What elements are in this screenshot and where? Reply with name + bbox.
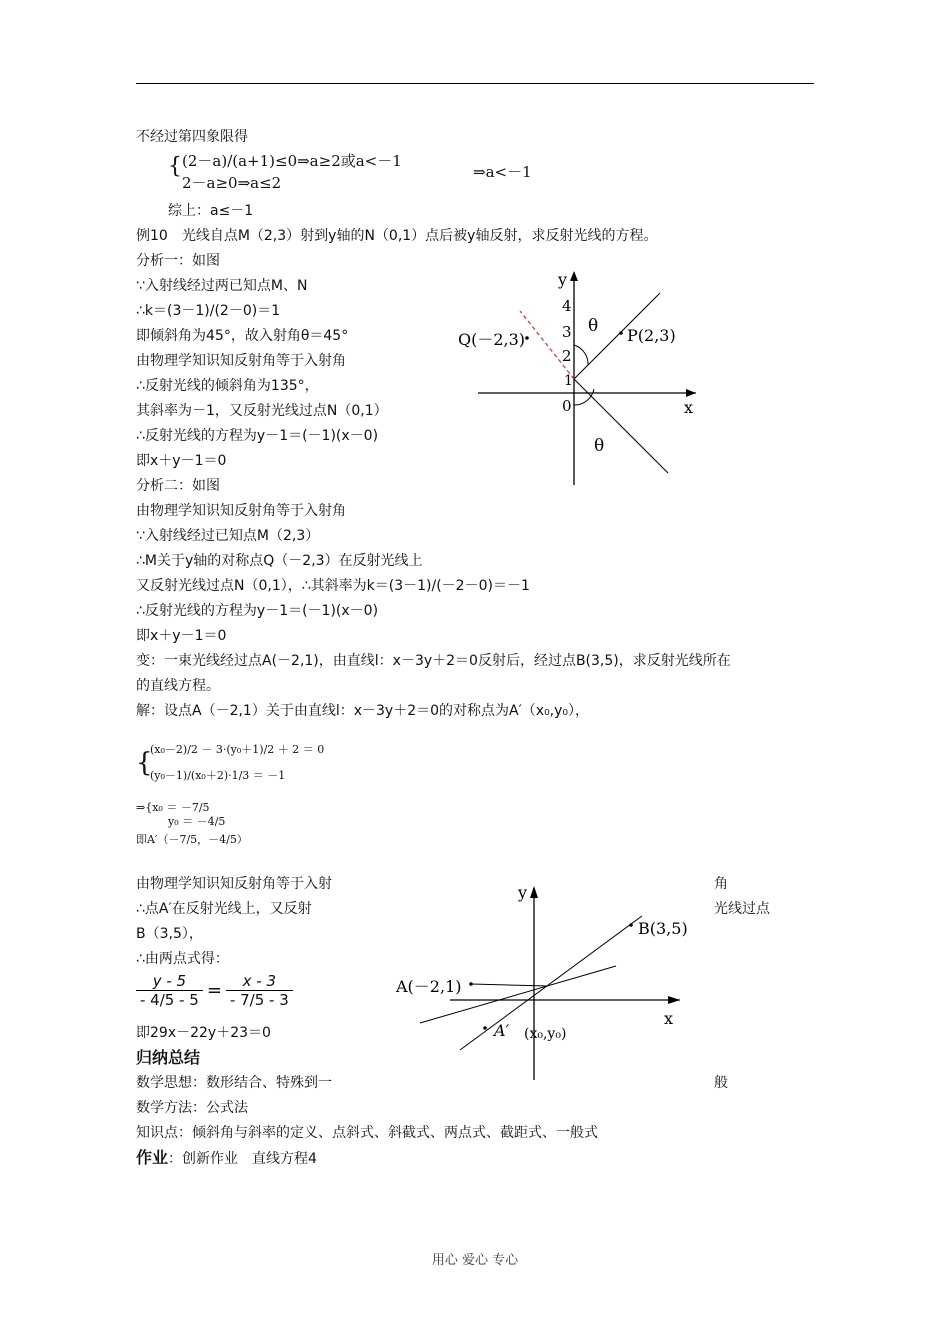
- point-q: [525, 336, 529, 340]
- text-line: ∴由两点式得：: [136, 951, 229, 967]
- label-a-prime: A′: [494, 1021, 510, 1040]
- text-line: 变：一束光线经过点A(－2,1)，由直线l：x－3y＋2＝0反射后，经过点B(3,5)，求反射光线所在: [136, 653, 731, 669]
- label-q: Q(－2,3): [458, 330, 526, 349]
- angle-arc-lower: [574, 389, 594, 405]
- text-line: 数学方法：公式法: [136, 1100, 248, 1116]
- brace: {: [136, 748, 153, 778]
- text-line: (2－a)/(a+1)≤0⇒a≥2或a<－1: [182, 152, 402, 170]
- homework-heading: 作业: [136, 1148, 169, 1167]
- origin: 0: [562, 397, 572, 415]
- text-line: (x₀－2)/2 － 3·(y₀＋1)/2 ＋ 2 ＝ 0: [150, 743, 325, 756]
- denominator: - 7/5 - 3: [229, 991, 289, 1009]
- text-line: y₀ ＝ －4/5: [168, 815, 226, 828]
- text-line: 由物理学知识知反射角等于入射角: [136, 503, 346, 519]
- text-line: 般: [714, 1075, 728, 1091]
- tick-3: 3: [562, 323, 572, 341]
- angle-arc-upper: [574, 345, 588, 365]
- section-heading: 归纳总结: [136, 1048, 201, 1067]
- text-line: 知识点：倾斜角与斜率的定义、点斜式、斜截式、两点式、截距式、一般式: [136, 1125, 598, 1141]
- text-line: 分析二：如图: [136, 478, 220, 494]
- figure-reflection-y-axis: [440, 265, 710, 495]
- text-line: 解：设点A（－2,1）关于由直线l：x－3y＋2＝0的对称点为A′（x₀,y₀），: [136, 703, 590, 719]
- label-a: A(－2,1): [396, 977, 462, 996]
- point-a-prime: [483, 1026, 487, 1030]
- text-line: 数学思想：数形结合、特殊到一: [136, 1075, 332, 1091]
- label-p: P(2,3): [627, 326, 676, 345]
- text-line: 即x＋y－1＝0: [136, 453, 227, 469]
- text-line: ∴M关于y轴的对称点Q（－2,3）在反射光线上: [136, 553, 423, 569]
- text-line: 即29x－22y＋23＝0: [136, 1025, 271, 1041]
- header-rule: [136, 83, 814, 84]
- text-line: ⇒{x₀ ＝ －7/5: [136, 801, 210, 814]
- x-arrow: [668, 996, 680, 1004]
- homework-text: ：创新作业 直线方程4: [168, 1151, 317, 1167]
- numerator: x - 3: [226, 972, 293, 991]
- text-line: 角: [714, 876, 728, 892]
- text-line: 综上：a≤－1: [168, 203, 254, 219]
- text-line: 由物理学知识知反射角等于入射: [136, 876, 332, 892]
- y-label: y: [558, 270, 568, 289]
- tick-2: 2: [562, 347, 572, 365]
- tick-4: 4: [562, 297, 572, 315]
- incident-ray: [471, 984, 548, 986]
- point-b: [629, 923, 633, 927]
- point-p: [619, 331, 623, 335]
- text-line: 其斜率为－1，又反射光线过点N（0,1）: [136, 403, 388, 419]
- text-line: 光线过点: [714, 901, 770, 917]
- text-line: ∴点A′在反射光线上，又反射: [136, 901, 312, 917]
- x-label: x: [664, 1009, 674, 1028]
- x-arrow: [686, 389, 696, 397]
- text-line: 分析一：如图: [136, 253, 220, 269]
- text-line: ∴反射光线的倾斜角为135°，: [136, 378, 319, 394]
- text-line: ∵入射线经过两已知点M、N: [136, 278, 308, 294]
- text-line: ∴反射光线的方程为y－1＝(－1)(x－0): [136, 603, 379, 619]
- text-line: 的直线方程。: [136, 678, 220, 694]
- y-arrow: [570, 271, 578, 281]
- text-line: B（3,5），: [136, 926, 203, 942]
- page-footer: 用心 爱心 专心: [431, 1253, 519, 1268]
- text-line: 又反射光线过点N（0,1），∴其斜率为k＝(3－1)/(－2－0)＝－1: [136, 578, 530, 594]
- text-line: ⇒a<－1: [473, 163, 532, 181]
- denominator: - 4/5 - 5: [140, 991, 199, 1009]
- label-b: B(3,5): [638, 919, 688, 938]
- text-line: 即x＋y－1＝0: [136, 628, 227, 644]
- y-arrow: [530, 886, 538, 898]
- brace: {: [168, 154, 182, 179]
- theta-upper: θ: [588, 316, 599, 336]
- text-line: [136, 1148, 317, 1169]
- text-line: ∵入射线经过已知点M（2,3）: [136, 528, 320, 544]
- theta-lower: θ: [594, 436, 605, 456]
- text-line: ∴反射光线的方程为y－1＝(－1)(x－0): [136, 428, 379, 444]
- text-line: 不经过第四象限得: [136, 129, 248, 145]
- text-line: 例10 光线自点M（2,3）射到y轴的N（0,1）点后被y轴反射，求反射光线的方程。: [136, 228, 658, 244]
- text-line: 由物理学知识知反射角等于入射角: [136, 353, 346, 369]
- point-a: [469, 982, 473, 986]
- text-line: 2－a≥0⇒a≤2: [182, 174, 282, 192]
- tick-1: 1: [564, 373, 573, 389]
- figure-reflection-line: [390, 880, 700, 1085]
- text-line: (y₀－1)/(x₀＋2)·1/3 ＝ －1: [150, 769, 286, 782]
- two-point-fraction: [136, 972, 293, 1009]
- y-label: y: [518, 883, 528, 902]
- label-a-prime-coords: (x₀,y₀): [524, 1026, 567, 1042]
- equals: =: [206, 980, 222, 1001]
- reflected-extension: [520, 311, 574, 379]
- text-line: ∴k＝(3－1)/(2－0)＝1: [136, 303, 281, 319]
- text-line: 即A′（－7/5，－4/5）: [136, 833, 248, 846]
- x-label: x: [684, 398, 694, 417]
- text-line: 即倾斜角为45°，故入射角θ＝45°: [136, 328, 349, 344]
- numerator: y - 5: [136, 972, 203, 991]
